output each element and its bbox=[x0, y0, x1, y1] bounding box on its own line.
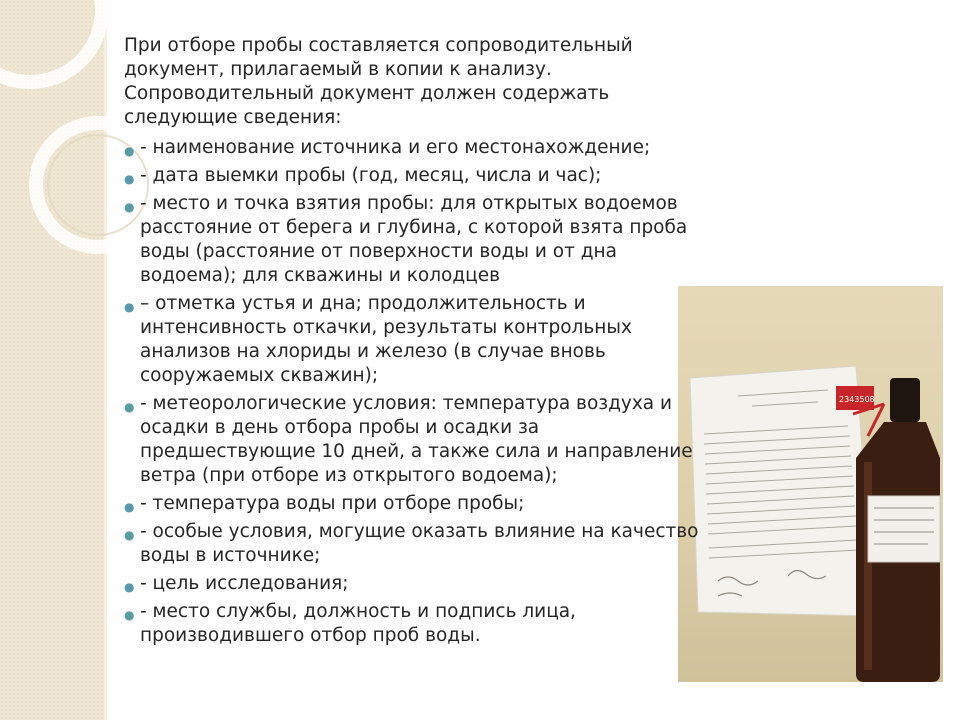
list-item: ● - метеорологические условия: температура воздуха и осадки в день отбора пробы и осадки за предшествующие 10 дней, а также сила и направление ветра (при отборе из открытого водоема); bbox=[124, 393, 693, 486]
document-body bbox=[124, 34, 704, 652]
sample-bottle-photo bbox=[678, 286, 943, 682]
list-item: ● - место службы, должность и подпись лица, производившего отбор проб воды. bbox=[124, 601, 577, 646]
list-item: ● - цель исследования; bbox=[124, 572, 704, 596]
dot-icon: ● bbox=[124, 400, 135, 414]
dot-icon: ● bbox=[124, 200, 135, 214]
list-item: ● – отметка устья и дна; продолжительность и интенсивность откачки, результаты контрольных анализов на хлориды и железо (в случае вновь сооружаемых скважин); bbox=[124, 293, 632, 386]
list-item: ● - особые условия, могущие оказать влияние на качество воды в источнике; bbox=[124, 521, 699, 566]
sample-bottle bbox=[856, 378, 940, 682]
list-item: ● - место и точка взятия пробы: для открытых водоемов расстояние от берега и глубина, с которой взята проба воды (расстояние от поверхности воды и от дна водоема); для скважины и колодцев bbox=[124, 193, 688, 286]
dot-icon: ● bbox=[124, 144, 135, 158]
list-item: ● - температура воды при отборе пробы; bbox=[124, 492, 704, 516]
intro-paragraph: При отборе пробы составляется сопроводительный документ, прилагаемый в копии к анализу. Сопроводительный документ должен содержать следующие сведения: bbox=[124, 35, 633, 128]
dot-icon: ● bbox=[124, 500, 135, 514]
dot-icon: ● bbox=[124, 172, 135, 186]
dot-icon: ● bbox=[124, 300, 135, 314]
seal-label: 2343508 bbox=[839, 395, 875, 404]
list-item: ● - наименование источника и его местонахождение; bbox=[124, 136, 704, 160]
requirements-list bbox=[124, 136, 704, 648]
list-item: ● - дата выемки пробы (год, месяц, числа и час); bbox=[124, 164, 704, 188]
dot-icon: ● bbox=[124, 580, 135, 594]
dot-icon: ● bbox=[124, 608, 135, 622]
dot-icon: ● bbox=[124, 528, 135, 542]
